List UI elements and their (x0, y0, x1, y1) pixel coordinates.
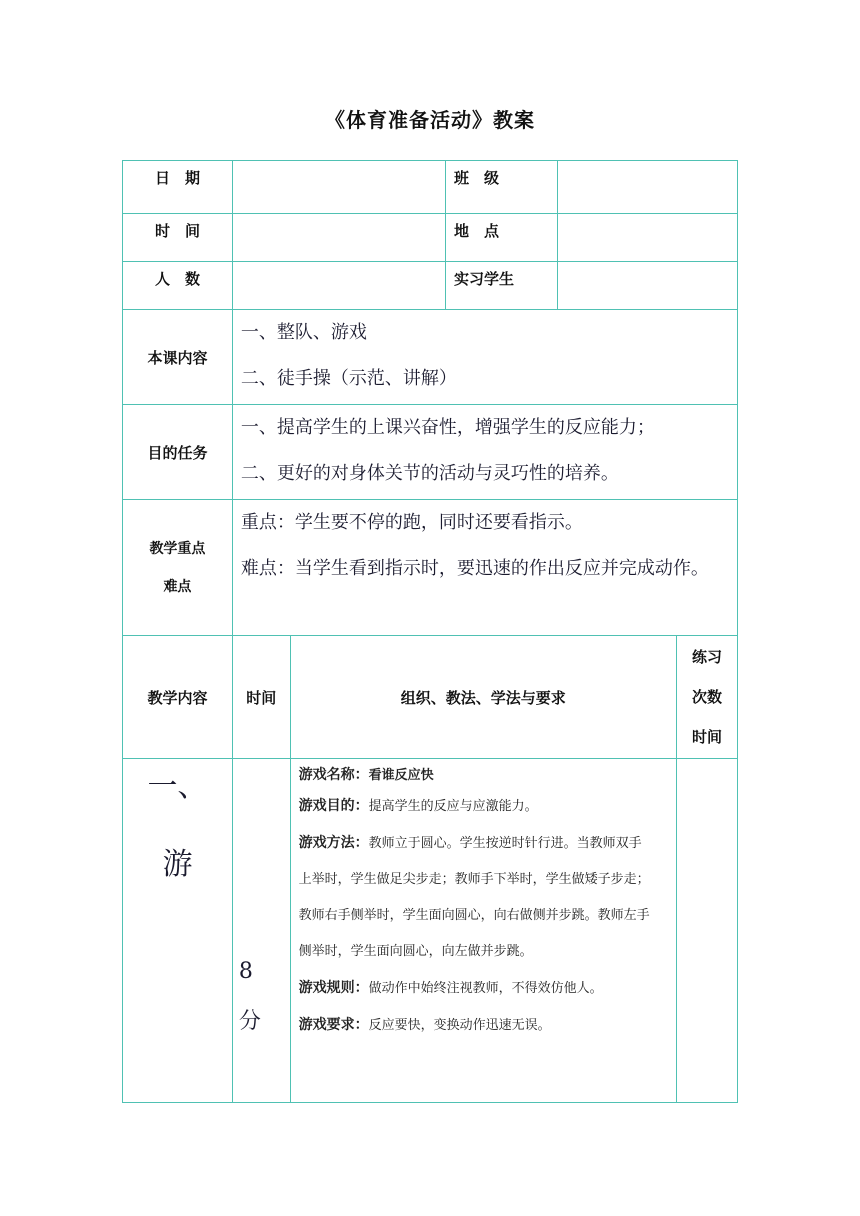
header-content: 教学内容 (123, 636, 233, 759)
content-cell (232, 310, 737, 405)
date-value-cell (232, 161, 445, 214)
game-goal-line (299, 788, 668, 825)
student-value-cell (558, 262, 738, 310)
part-cell (123, 759, 233, 1103)
game-rule: 做动作中始终注视教师，不得效仿他人。 (368, 981, 603, 996)
goals-cell (232, 405, 737, 500)
date-row (123, 161, 738, 214)
count-label: 人 数 (123, 262, 233, 310)
part-number: 一、 (147, 769, 208, 804)
focus-row (123, 500, 738, 636)
time-row (123, 214, 738, 262)
game-description (290, 759, 676, 1103)
game-name-line (299, 763, 668, 788)
class-value-cell (558, 161, 738, 214)
content-line-2: 二、徒手操（示范、讲解） (240, 368, 457, 389)
game-rule-line (299, 970, 668, 1007)
duration-cell (232, 759, 290, 1103)
game-method-3: 教师右手侧举时，学生面向圆心，向右做侧并步跳。教师左手 (298, 908, 650, 923)
class-label: 班 级 (446, 161, 558, 214)
focus-key: 重点：学生要不停的跑，同时还要看指示。 (240, 512, 583, 533)
goals-label: 目的任务 (123, 405, 233, 500)
lesson-plan-table (122, 160, 738, 1103)
part-char: 游 (162, 847, 193, 882)
game-method-4: 侧举时，学生面向圆心，向左做并步跳。 (298, 944, 533, 959)
game-rule-label: 游戏规则： (298, 980, 369, 996)
game-row (123, 759, 738, 1103)
duration-unit: 分 (238, 1009, 261, 1034)
header-time: 时间 (232, 636, 290, 759)
game-name-label: 游戏名称： (298, 767, 369, 783)
game-req-label: 游戏要求： (298, 1017, 369, 1033)
count-row (123, 262, 738, 310)
game-goal: 提高学生的反应与应激能力。 (368, 799, 538, 814)
focus-label-cell (123, 500, 233, 636)
focus-cell (232, 500, 737, 636)
time-value-cell (232, 214, 445, 262)
practice-cell (676, 759, 737, 1103)
goals-line-2: 二、更好的对身体关节的活动与灵巧性的培养。 (240, 463, 619, 484)
game-method-label: 游戏方法： (298, 835, 369, 851)
header-method: 组织、教法、学法与要求 (290, 636, 676, 759)
student-label: 实习学生 (446, 262, 558, 310)
game-method-2: 上举时，学生做足尖步走；教师手下举时，学生做矮子步走； (298, 872, 650, 887)
focus-label-difficulty: 难点 (163, 578, 192, 595)
header-practice-2: 次数 (691, 688, 722, 706)
game-req-line (299, 1007, 668, 1044)
game-method-line-1 (299, 825, 668, 862)
time-label: 时 间 (123, 214, 233, 262)
focus-label-key: 教学重点 (149, 540, 206, 557)
place-label: 地 点 (446, 214, 558, 262)
game-req: 反应要快，变换动作迅速无误。 (368, 1018, 551, 1033)
column-header-row (123, 636, 738, 759)
goals-row (123, 405, 738, 500)
content-row (123, 310, 738, 405)
game-name: 看谁反应快 (368, 768, 434, 783)
content-label: 本课内容 (123, 310, 233, 405)
focus-difficulty: 难点：当学生看到指示时，要迅速的作出反应并完成动作。 (240, 558, 709, 579)
count-value-cell (232, 262, 445, 310)
place-value-cell (558, 214, 738, 262)
header-practice-3: 时间 (691, 728, 722, 746)
game-method-1: 教师立于圆心。学生按逆时针行进。当教师双手 (368, 836, 642, 851)
date-label: 日 期 (123, 161, 233, 214)
header-practice-cell (676, 636, 737, 759)
header-practice-1: 练习 (691, 648, 722, 666)
goals-line-1: 一、提高学生的上课兴奋性，增强学生的反应能力； (240, 417, 655, 438)
content-line-1: 一、整队、游戏 (240, 322, 367, 343)
document-title: 《体育准备活动》教案 (325, 108, 535, 132)
game-goal-label: 游戏目的： (298, 798, 369, 814)
duration-number: 8 (238, 959, 253, 984)
